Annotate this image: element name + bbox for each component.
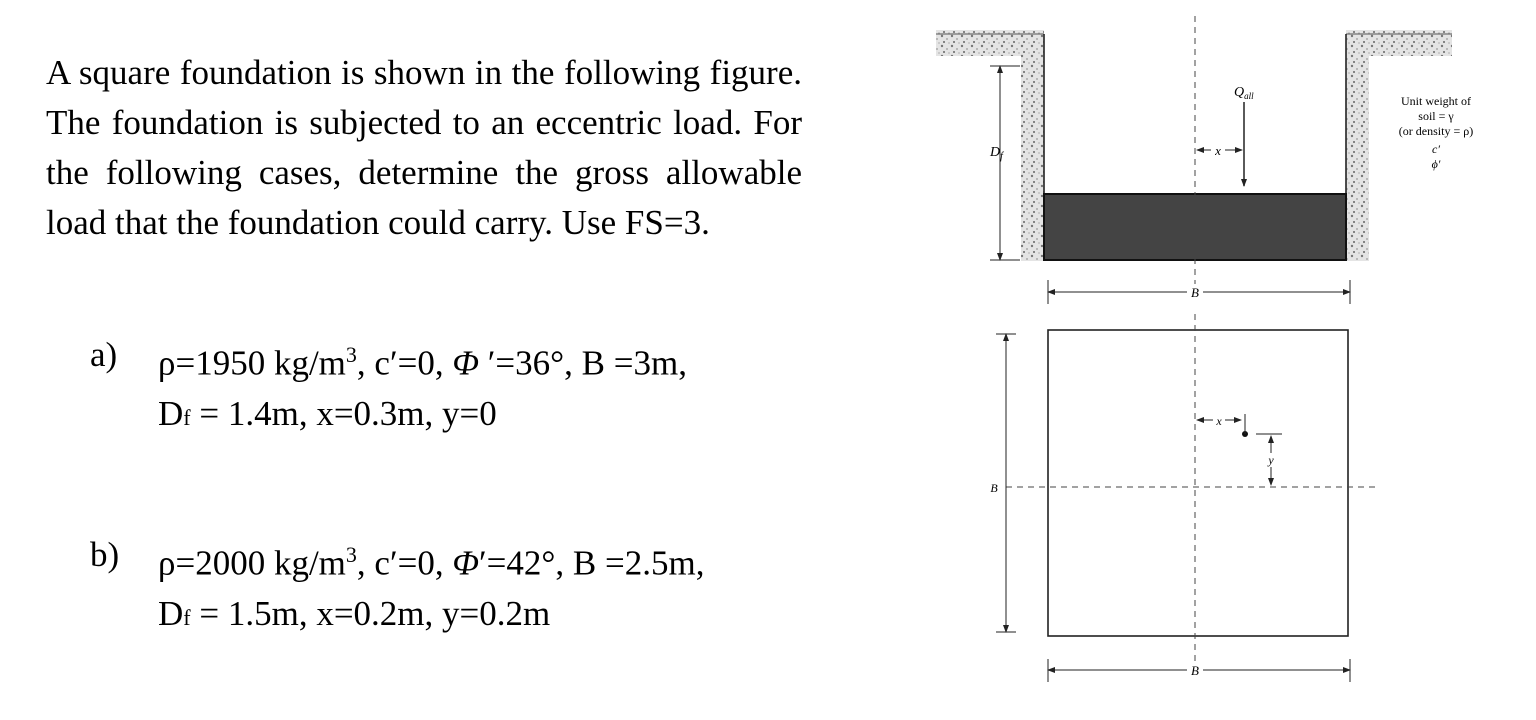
case-a-phi-value: ′=36°, B =3m,	[479, 343, 687, 383]
case-a-cohesion: , c′=0,	[356, 343, 453, 383]
soil-friction-label: ϕ′	[1431, 157, 1441, 171]
case-a-rest: = 1.4m, x=0.3m, y=0	[190, 393, 497, 433]
soil-cohesion-label: c′	[1432, 142, 1440, 156]
case-b-depth-letter: D	[158, 593, 184, 633]
case-b-phi-value: ′=42°, B =2.5m,	[479, 543, 705, 583]
depth-label: $D_f$	[990, 145, 1003, 162]
case-a-phi-symbol: Φ	[452, 343, 479, 383]
problem-text: A square foundation is shown in the following figure. The foundation is subjected to an eccentric load. For the following cases, determine the gross allowable load that the foundation could carry. Use FS=3.	[46, 53, 802, 242]
b-label-plan-vertical: B	[990, 481, 998, 495]
case-a-depth-sub: f	[183, 404, 191, 430]
case-a-label: a)	[90, 335, 118, 374]
b-label-plan-horizontal: B	[1191, 663, 1199, 678]
b-label-section: B	[1191, 285, 1199, 300]
case-a-density: ρ=1950 kg/m	[158, 343, 346, 383]
soil-label-line-1: Unit weight of	[1401, 94, 1471, 108]
case-b-phi-symbol: Φ	[452, 543, 479, 583]
case-a-density-exp: 3	[345, 342, 357, 367]
x-label-plan: x	[1216, 414, 1222, 428]
case-b-cohesion: , c′=0,	[356, 543, 453, 583]
soil-label-line-2: soil = γ	[1418, 109, 1454, 123]
foundation-figure	[920, 14, 1520, 709]
case-b-label: b)	[90, 535, 120, 574]
case-a-depth-letter: D	[158, 393, 184, 433]
case-b-depth-sub: f	[183, 604, 191, 630]
soil-label-line-3: (or density = ρ)	[1398, 124, 1474, 138]
case-a-line-1	[158, 330, 687, 389]
case-b-rest: = 1.5m, x=0.2m, y=0.2m	[190, 593, 551, 633]
case-a-line-2	[158, 389, 687, 443]
x-label-section: x	[1215, 143, 1221, 158]
problem-statement	[46, 48, 802, 248]
case-b-body	[158, 530, 704, 643]
foundation-plan	[1048, 330, 1348, 636]
case-a-body	[158, 330, 687, 443]
case-b-line-1	[158, 530, 704, 589]
y-label-plan: y	[1268, 453, 1274, 467]
load-label: $Q_{all}$	[1234, 85, 1254, 101]
soil-properties	[1399, 94, 1473, 171]
case-b-density-exp: 3	[345, 542, 357, 567]
case-b-line-2	[158, 589, 704, 643]
case-b-density: ρ=2000 kg/m	[158, 543, 346, 583]
